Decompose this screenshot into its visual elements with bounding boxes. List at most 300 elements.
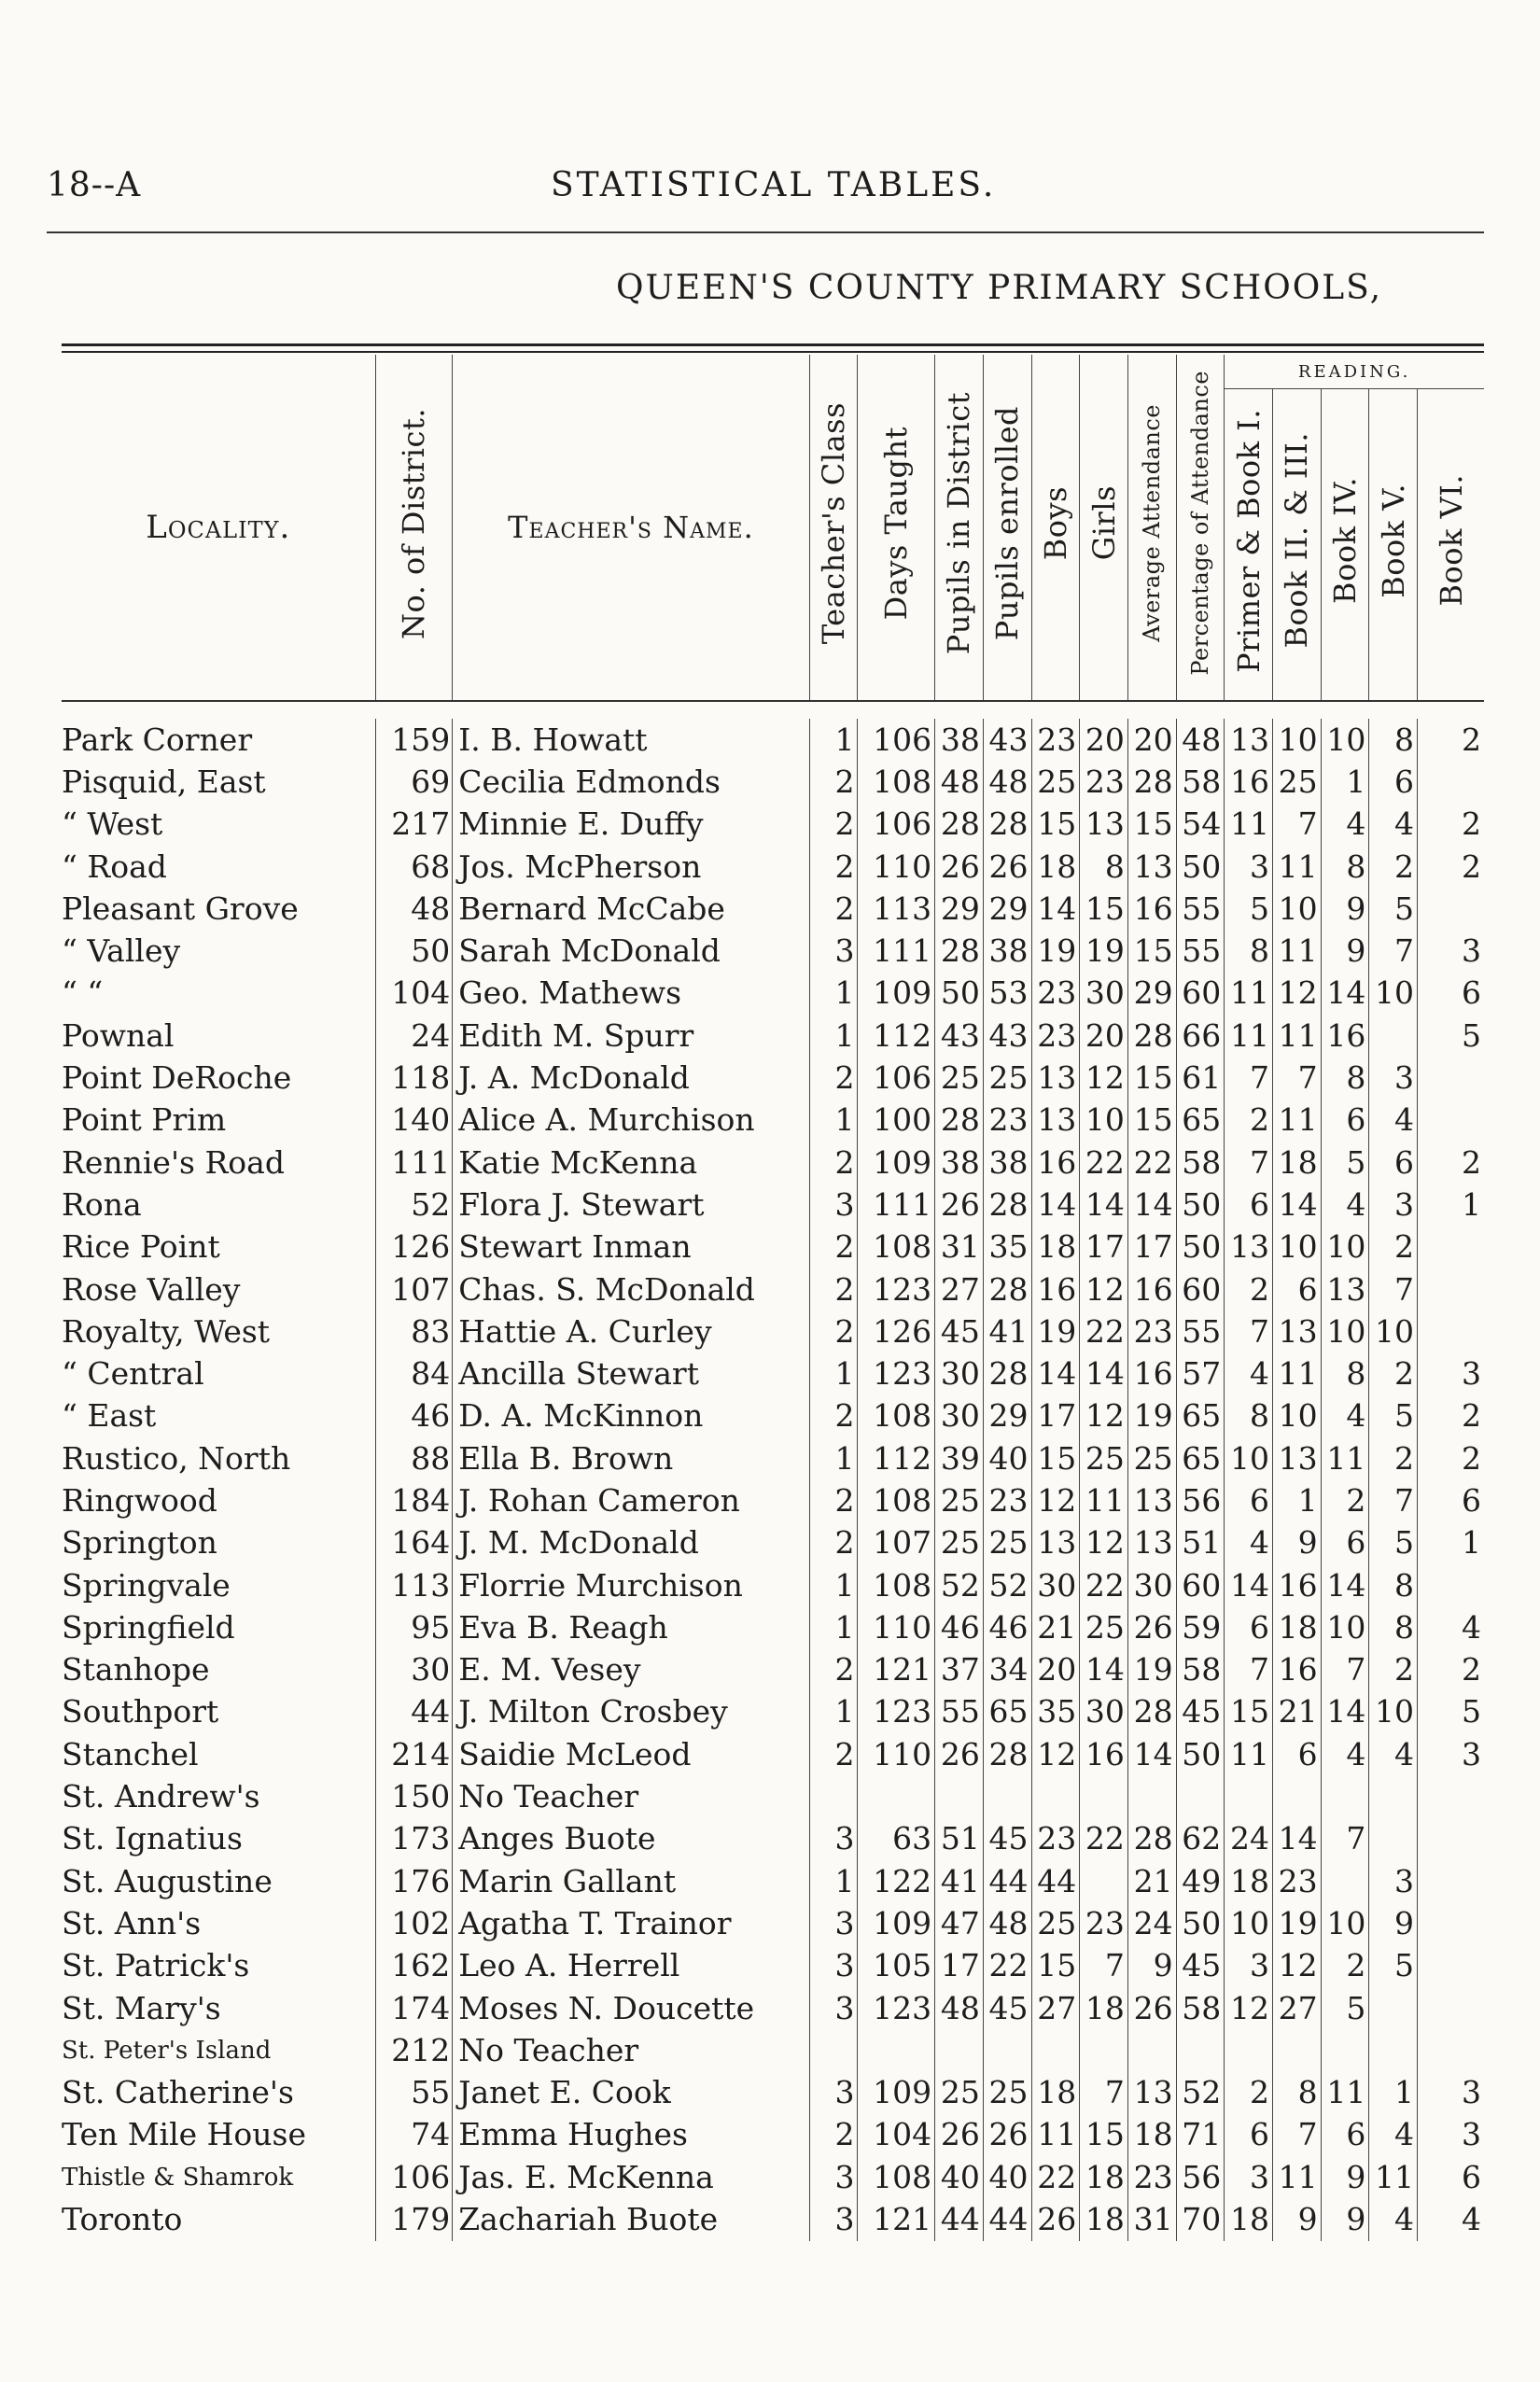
cell-pct-attendance: 58 — [1176, 1649, 1225, 1691]
cell-district: 50 — [375, 930, 453, 972]
cell-book4: 11 — [1321, 1437, 1369, 1479]
cell-book6 — [1418, 1902, 1484, 1944]
cell-book4: 1 — [1321, 761, 1369, 803]
cell-avg-attendance: 16 — [1127, 1268, 1176, 1310]
cell-days: 126 — [858, 1310, 935, 1352]
cell-district: 48 — [375, 888, 453, 930]
cell-book2-3: 11 — [1272, 930, 1321, 972]
table-row — [62, 761, 1484, 803]
table-row — [62, 2114, 1484, 2156]
cell-book6 — [1418, 1775, 1484, 1817]
cell-pupils-enrolled: 53 — [983, 973, 1031, 1015]
cell-avg-attendance: 15 — [1127, 804, 1176, 846]
cell-book2-3: 16 — [1272, 1649, 1321, 1691]
cell-book4: 8 — [1321, 1057, 1369, 1099]
cell-locality: St. Mary's — [62, 1989, 221, 2026]
cell-pupils-enrolled: 28 — [983, 804, 1031, 846]
cell-book4: 5 — [1321, 1142, 1369, 1184]
cell-boys: 22 — [1031, 2156, 1080, 2198]
cell-avg-attendance: 15 — [1127, 1057, 1176, 1099]
cell-avg-attendance: 20 — [1127, 719, 1176, 761]
cell-days: 108 — [858, 1479, 935, 1521]
cell-district: 95 — [375, 1606, 453, 1648]
cell-book2-3: 16 — [1272, 1564, 1321, 1606]
cell-pupils-district — [935, 2029, 984, 2071]
cell-pct-attendance: 55 — [1176, 1310, 1225, 1352]
schools-table — [62, 355, 1484, 2241]
cell-boys: 25 — [1031, 1902, 1080, 1944]
col-teacher: Teacher's Name. — [453, 355, 810, 701]
cell-class: 1 — [809, 1691, 858, 1733]
cell-avg-attendance: 19 — [1127, 1395, 1176, 1437]
cell-locality: St. Augustine — [62, 1862, 273, 1899]
cell-pupils-district: 40 — [935, 2156, 984, 2198]
cell-locality: Pleasant Grove — [62, 890, 299, 927]
cell-book2-3: 27 — [1272, 1987, 1321, 2029]
cell-district: 44 — [375, 1691, 453, 1733]
cell-girls: 25 — [1080, 1606, 1128, 1648]
cell-district: 162 — [375, 1945, 453, 1987]
cell-pupils-district: 47 — [935, 1902, 984, 1944]
cell-avg-attendance: 13 — [1127, 1522, 1176, 1564]
cell-district: 102 — [375, 1902, 453, 1944]
cell-avg-attendance — [1127, 1775, 1176, 1817]
cell-book2-3: 10 — [1272, 888, 1321, 930]
cell-book2-3: 11 — [1272, 846, 1321, 888]
cell-primer-book1: 6 — [1225, 2114, 1273, 2156]
cell-pupils-enrolled: 52 — [983, 1564, 1031, 1606]
cell-book5: 7 — [1369, 930, 1418, 972]
cell-pct-attendance — [1176, 2029, 1225, 2071]
cell-teacher: Agatha T. Trainor — [453, 1902, 810, 1944]
cell-days: 108 — [858, 1564, 935, 1606]
cell-girls: 20 — [1080, 719, 1128, 761]
cell-days: 111 — [858, 1184, 935, 1226]
cell-primer-book1: 3 — [1225, 2156, 1273, 2198]
cell-pct-attendance: 58 — [1176, 761, 1225, 803]
table-row — [62, 1100, 1484, 1142]
cell-avg-attendance: 28 — [1127, 761, 1176, 803]
cell-book6 — [1418, 1564, 1484, 1606]
cell-girls: 18 — [1080, 1987, 1128, 2029]
table-row — [62, 1479, 1484, 1521]
cell-pct-attendance: 65 — [1176, 1100, 1225, 1142]
cell-avg-attendance: 28 — [1127, 1691, 1176, 1733]
cell-locality: St. Peter's Island — [62, 2036, 272, 2065]
cell-days: 123 — [858, 1691, 935, 1733]
cell-pupils-enrolled: 29 — [983, 888, 1031, 930]
table-row — [62, 1437, 1484, 1479]
cell-pupils-district: 27 — [935, 1268, 984, 1310]
cell-pct-attendance: 48 — [1176, 719, 1225, 761]
cell-girls: 30 — [1080, 1691, 1128, 1733]
cell-class: 1 — [809, 1437, 858, 1479]
cell-book4: 4 — [1321, 1733, 1369, 1775]
cell-primer-book1: 24 — [1225, 1818, 1273, 1860]
cell-book5: 9 — [1369, 1902, 1418, 1944]
table-row — [62, 888, 1484, 930]
cell-district: 24 — [375, 1015, 453, 1057]
cell-locality: Pownal — [62, 1016, 175, 1054]
cell-locality: St. Andrew's — [62, 1778, 260, 1815]
cell-book5: 5 — [1369, 1395, 1418, 1437]
cell-teacher: J. Milton Crosbey — [453, 1691, 810, 1733]
cell-avg-attendance — [1127, 2029, 1176, 2071]
cell-pct-attendance: 51 — [1176, 1522, 1225, 1564]
cell-district: 107 — [375, 1268, 453, 1310]
cell-book6 — [1418, 888, 1484, 930]
cell-days: 123 — [858, 1268, 935, 1310]
cell-book5: 3 — [1369, 1184, 1418, 1226]
cell-district: 184 — [375, 1479, 453, 1521]
cell-boys: 27 — [1031, 1987, 1080, 2029]
cell-book4: 14 — [1321, 1691, 1369, 1733]
cell-locality: Rose Valley — [62, 1270, 241, 1308]
table-row — [62, 1310, 1484, 1352]
cell-teacher: J. A. McDonald — [453, 1057, 810, 1099]
cell-book2-3: 25 — [1272, 761, 1321, 803]
cell-pupils-district: 43 — [935, 1015, 984, 1057]
cell-book5: 8 — [1369, 719, 1418, 761]
cell-pupils-enrolled: 25 — [983, 1522, 1031, 1564]
cell-teacher: Janet E. Cook — [453, 2072, 810, 2114]
cell-book6: 6 — [1418, 1479, 1484, 1521]
cell-class: 3 — [809, 1987, 858, 2029]
cell-book6: 2 — [1418, 1142, 1484, 1184]
cell-girls: 22 — [1080, 1142, 1128, 1184]
cell-days: 108 — [858, 2156, 935, 2198]
cell-locality: St. Ignatius — [62, 1820, 243, 1857]
cell-book5: 7 — [1369, 1479, 1418, 1521]
cell-book2-3: 11 — [1272, 1015, 1321, 1057]
cell-teacher: Ella B. Brown — [453, 1437, 810, 1479]
cell-book4 — [1321, 1775, 1369, 1817]
cell-book2-3: 7 — [1272, 2114, 1321, 2156]
col-locality: Locality. — [146, 509, 291, 546]
cell-primer-book1: 7 — [1225, 1142, 1273, 1184]
cell-avg-attendance: 26 — [1127, 1606, 1176, 1648]
cell-pupils-enrolled: 23 — [983, 1100, 1031, 1142]
cell-avg-attendance: 14 — [1127, 1733, 1176, 1775]
cell-pupils-enrolled: 22 — [983, 1945, 1031, 1987]
table-row — [62, 1775, 1484, 1817]
cell-boys: 12 — [1031, 1479, 1080, 1521]
cell-book2-3: 10 — [1272, 719, 1321, 761]
cell-locality: Pisquid, East — [62, 763, 266, 800]
cell-class: 2 — [809, 2114, 858, 2156]
cell-girls: 7 — [1080, 1945, 1128, 1987]
cell-teacher: Saidie McLeod — [453, 1733, 810, 1775]
cell-teacher: Chas. S. McDonald — [453, 1268, 810, 1310]
cell-pupils-enrolled: 44 — [983, 2198, 1031, 2240]
cell-locality: Springton — [62, 1524, 217, 1562]
cell-days: 123 — [858, 1352, 935, 1394]
cell-teacher: Jas. E. McKenna — [453, 2156, 810, 2198]
table-row — [62, 1606, 1484, 1648]
cell-pct-attendance: 49 — [1176, 1860, 1225, 1902]
cell-class: 2 — [809, 1226, 858, 1268]
cell-teacher: D. A. McKinnon — [453, 1395, 810, 1437]
cell-book5: 2 — [1369, 1352, 1418, 1394]
cell-class: 2 — [809, 1268, 858, 1310]
cell-pupils-enrolled: 26 — [983, 846, 1031, 888]
cell-class: 2 — [809, 804, 858, 846]
cell-boys: 35 — [1031, 1691, 1080, 1733]
cell-class: 1 — [809, 1352, 858, 1394]
cell-pct-attendance: 45 — [1176, 1945, 1225, 1987]
cell-avg-attendance: 15 — [1127, 930, 1176, 972]
cell-pupils-district: 37 — [935, 1649, 984, 1691]
cell-book6 — [1418, 1268, 1484, 1310]
cell-girls: 19 — [1080, 930, 1128, 972]
cell-avg-attendance: 9 — [1127, 1945, 1176, 1987]
cell-pct-attendance: 45 — [1176, 1691, 1225, 1733]
cell-primer-book1: 7 — [1225, 1310, 1273, 1352]
double-rule — [62, 343, 1484, 353]
cell-boys: 17 — [1031, 1395, 1080, 1437]
cell-pct-attendance: 60 — [1176, 1268, 1225, 1310]
cell-boys: 13 — [1031, 1057, 1080, 1099]
cell-avg-attendance: 28 — [1127, 1818, 1176, 1860]
cell-book6 — [1418, 1057, 1484, 1099]
cell-book6 — [1418, 1310, 1484, 1352]
cell-class: 3 — [809, 1945, 858, 1987]
cell-locality: Thistle & Shamrok — [62, 2163, 294, 2192]
cell-book4: 2 — [1321, 1479, 1369, 1521]
cell-primer-book1: 2 — [1225, 1100, 1273, 1142]
cell-book6: 3 — [1418, 1733, 1484, 1775]
cell-class: 1 — [809, 719, 858, 761]
cell-book2-3: 14 — [1272, 1184, 1321, 1226]
cell-book2-3: 19 — [1272, 1902, 1321, 1944]
cell-class: 3 — [809, 2198, 858, 2240]
cell-book5: 10 — [1369, 1691, 1418, 1733]
cell-days: 109 — [858, 1902, 935, 1944]
cell-avg-attendance: 23 — [1127, 1310, 1176, 1352]
cell-pupils-district: 45 — [935, 1310, 984, 1352]
cell-book6 — [1418, 1945, 1484, 1987]
cell-primer-book1: 4 — [1225, 1522, 1273, 1564]
cell-locality: Point DeRoche — [62, 1059, 292, 1097]
cell-class: 2 — [809, 761, 858, 803]
cell-pupils-district: 51 — [935, 1818, 984, 1860]
cell-book4: 10 — [1321, 1902, 1369, 1944]
cell-boys: 23 — [1031, 1015, 1080, 1057]
table-row — [62, 1987, 1484, 2029]
cell-boys: 19 — [1031, 930, 1080, 972]
table-row — [62, 804, 1484, 846]
cell-pupils-district: 30 — [935, 1352, 984, 1394]
cell-pct-attendance: 55 — [1176, 888, 1225, 930]
cell-days: 123 — [858, 1987, 935, 2029]
cell-primer-book1: 14 — [1225, 1564, 1273, 1606]
cell-book4: 9 — [1321, 888, 1369, 930]
cell-book5: 10 — [1369, 973, 1418, 1015]
cell-class: 2 — [809, 1733, 858, 1775]
cell-primer-book1: 18 — [1225, 2198, 1273, 2240]
cell-boys: 15 — [1031, 1437, 1080, 1479]
cell-pct-attendance: 70 — [1176, 2198, 1225, 2240]
cell-locality: Royalty, West — [62, 1312, 271, 1350]
cell-book4: 4 — [1321, 804, 1369, 846]
cell-girls: 7 — [1080, 2072, 1128, 2114]
cell-pupils-district: 48 — [935, 761, 984, 803]
cell-primer-book1: 10 — [1225, 1902, 1273, 1944]
cell-pupils-district: 41 — [935, 1860, 984, 1902]
cell-district: 55 — [375, 2072, 453, 2114]
cell-pct-attendance: 59 — [1176, 1606, 1225, 1648]
cell-primer-book1: 18 — [1225, 1860, 1273, 1902]
cell-girls: 14 — [1080, 1184, 1128, 1226]
table-row — [62, 1057, 1484, 1099]
cell-primer-book1: 11 — [1225, 973, 1273, 1015]
cell-pupils-district: 26 — [935, 1184, 984, 1226]
cell-district: 126 — [375, 1226, 453, 1268]
cell-teacher: Moses N. Doucette — [453, 1987, 810, 2029]
cell-class: 2 — [809, 1310, 858, 1352]
cell-boys: 14 — [1031, 888, 1080, 930]
cell-locality: “ “ — [62, 974, 104, 1012]
cell-locality: Point Prim — [62, 1101, 227, 1139]
cell-district: 150 — [375, 1775, 453, 1817]
table-row — [62, 2198, 1484, 2240]
cell-days: 111 — [858, 930, 935, 972]
cell-boys: 26 — [1031, 2198, 1080, 2240]
cell-boys: 18 — [1031, 2072, 1080, 2114]
cell-book5: 3 — [1369, 1860, 1418, 1902]
cell-book2-3: 21 — [1272, 1691, 1321, 1733]
cell-book6: 4 — [1418, 1606, 1484, 1648]
cell-book6 — [1418, 1987, 1484, 2029]
cell-locality: “ West — [62, 806, 163, 843]
cell-primer-book1: 2 — [1225, 2072, 1273, 2114]
col-book4: Book IV. — [1321, 389, 1369, 701]
cell-book6: 2 — [1418, 804, 1484, 846]
cell-pct-attendance: 66 — [1176, 1015, 1225, 1057]
cell-class: 2 — [809, 888, 858, 930]
cell-days: 106 — [858, 1057, 935, 1099]
cell-class: 1 — [809, 973, 858, 1015]
cell-locality: Stanchel — [62, 1735, 199, 1772]
cell-teacher: Cecilia Edmonds — [453, 761, 810, 803]
cell-teacher: Bernard McCabe — [453, 888, 810, 930]
table-row — [62, 2029, 1484, 2071]
table-row — [62, 1818, 1484, 1860]
cell-pupils-enrolled: 28 — [983, 1352, 1031, 1394]
cell-primer-book1: 16 — [1225, 761, 1273, 803]
cell-book5: 8 — [1369, 1606, 1418, 1648]
cell-girls: 22 — [1080, 1818, 1128, 1860]
cell-book5: 4 — [1369, 1100, 1418, 1142]
cell-book2-3: 23 — [1272, 1860, 1321, 1902]
cell-book4: 10 — [1321, 1310, 1369, 1352]
cell-days: 110 — [858, 1606, 935, 1648]
cell-avg-attendance: 19 — [1127, 1649, 1176, 1691]
cell-pupils-enrolled: 48 — [983, 761, 1031, 803]
cell-book2-3: 10 — [1272, 1226, 1321, 1268]
cell-pupils-district — [935, 1775, 984, 1817]
cell-pupils-enrolled: 44 — [983, 1860, 1031, 1902]
cell-pupils-enrolled: 28 — [983, 1268, 1031, 1310]
cell-pupils-district: 26 — [935, 1733, 984, 1775]
cell-days: 113 — [858, 888, 935, 930]
cell-book5: 1 — [1369, 2072, 1418, 2114]
cell-pupils-district: 31 — [935, 1226, 984, 1268]
table-subtitle: QUEEN'S COUNTY PRIMARY SCHOOLS, — [616, 269, 1383, 307]
cell-book6: 2 — [1418, 846, 1484, 888]
cell-book6: 3 — [1418, 930, 1484, 972]
cell-book4: 5 — [1321, 1987, 1369, 2029]
cell-days: 104 — [858, 2114, 935, 2156]
cell-locality: “ Central — [62, 1355, 204, 1393]
cell-girls: 16 — [1080, 1733, 1128, 1775]
cell-book6: 2 — [1418, 719, 1484, 761]
cell-boys: 13 — [1031, 1522, 1080, 1564]
table-row — [62, 973, 1484, 1015]
cell-teacher: Anges Buote — [453, 1818, 810, 1860]
cell-locality: Rennie's Road — [62, 1143, 285, 1181]
cell-class: 1 — [809, 1860, 858, 1902]
cell-boys: 14 — [1031, 1184, 1080, 1226]
cell-pupils-district: 25 — [935, 1057, 984, 1099]
cell-district: 84 — [375, 1352, 453, 1394]
table-row — [62, 1860, 1484, 1902]
cell-class: 2 — [809, 846, 858, 888]
cell-class: 3 — [809, 2072, 858, 2114]
cell-pct-attendance: 56 — [1176, 2156, 1225, 2198]
cell-pupils-enrolled: 46 — [983, 1606, 1031, 1648]
cell-girls: 22 — [1080, 1564, 1128, 1606]
cell-district: 214 — [375, 1733, 453, 1775]
cell-pupils-enrolled: 23 — [983, 1479, 1031, 1521]
table-row — [62, 1564, 1484, 1606]
cell-locality: Southport — [62, 1693, 219, 1730]
cell-locality: “ Valley — [62, 932, 181, 970]
cell-book2-3: 7 — [1272, 804, 1321, 846]
cell-book5: 4 — [1369, 1733, 1418, 1775]
cell-girls: 18 — [1080, 2198, 1128, 2240]
cell-class: 1 — [809, 1100, 858, 1142]
cell-book4: 9 — [1321, 2198, 1369, 2240]
cell-book2-3: 12 — [1272, 1945, 1321, 1987]
cell-pct-attendance: 65 — [1176, 1437, 1225, 1479]
cell-book4: 6 — [1321, 2114, 1369, 2156]
cell-pupils-district: 39 — [935, 1437, 984, 1479]
cell-pct-attendance: 57 — [1176, 1352, 1225, 1394]
cell-primer-book1: 11 — [1225, 1015, 1273, 1057]
cell-book2-3: 11 — [1272, 1100, 1321, 1142]
cell-girls: 22 — [1080, 1310, 1128, 1352]
cell-district: 159 — [375, 719, 453, 761]
cell-boys: 11 — [1031, 2114, 1080, 2156]
cell-boys: 23 — [1031, 973, 1080, 1015]
cell-boys: 14 — [1031, 1352, 1080, 1394]
cell-teacher: Marin Gallant — [453, 1860, 810, 1902]
cell-days: 108 — [858, 761, 935, 803]
cell-girls — [1080, 1775, 1128, 1817]
cell-book4: 11 — [1321, 2072, 1369, 2114]
cell-boys: 16 — [1031, 1268, 1080, 1310]
cell-primer-book1: 15 — [1225, 1691, 1273, 1733]
cell-book2-3: 1 — [1272, 1479, 1321, 1521]
cell-pct-attendance: 50 — [1176, 1226, 1225, 1268]
cell-days: 109 — [858, 2072, 935, 2114]
cell-pupils-enrolled: 38 — [983, 1142, 1031, 1184]
cell-district: 83 — [375, 1310, 453, 1352]
cell-pupils-district: 26 — [935, 846, 984, 888]
cell-girls: 14 — [1080, 1649, 1128, 1691]
cell-pupils-district: 38 — [935, 719, 984, 761]
